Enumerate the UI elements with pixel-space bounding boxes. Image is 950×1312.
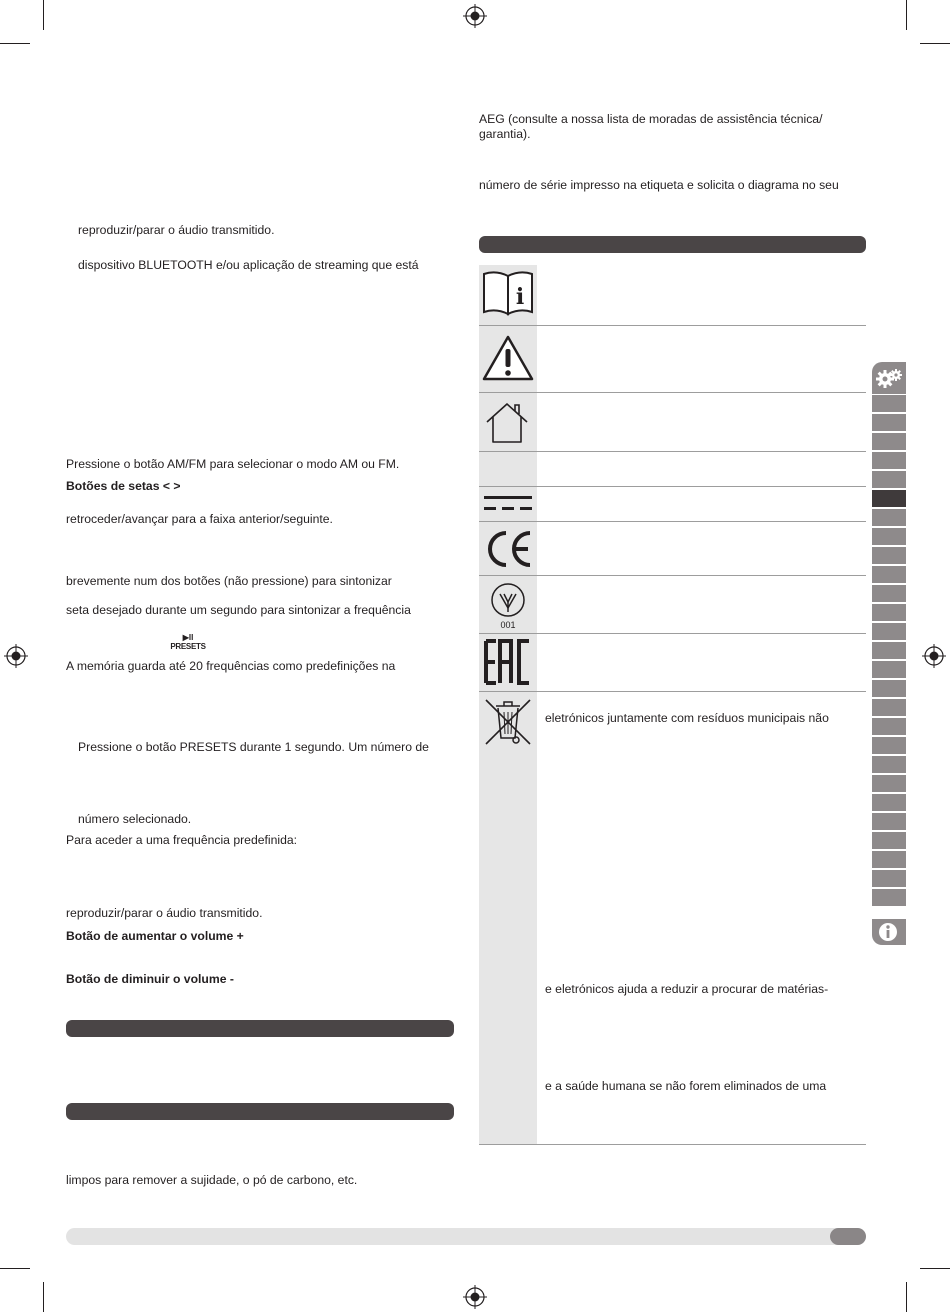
presets-button-icon — [168, 633, 208, 651]
side-tab-20[interactable] — [872, 756, 906, 773]
side-tab-18[interactable] — [872, 718, 906, 735]
side-tab-25[interactable] — [872, 851, 906, 868]
body-text: A memória guarda até 20 frequências como predefinições na — [66, 659, 396, 673]
ce-mark-icon — [484, 528, 534, 570]
side-tab-16[interactable] — [872, 680, 906, 697]
registration-mark-icon — [463, 1285, 487, 1309]
info-icon — [872, 919, 906, 945]
crop-mark — [906, 1282, 907, 1312]
divider — [479, 392, 866, 393]
play-pause-icon: ▶II — [182, 633, 194, 642]
crop-mark — [920, 1268, 950, 1269]
svg-text:i: i — [515, 284, 525, 310]
direct-current-icon — [484, 494, 532, 514]
side-tab-3[interactable] — [872, 433, 906, 450]
presets-label: PRESETS — [170, 642, 206, 651]
side-tab-10[interactable] — [872, 566, 906, 583]
section-heading: Botões de setas < > — [66, 479, 181, 493]
side-tab-22[interactable] — [872, 794, 906, 811]
crop-mark — [43, 1282, 44, 1312]
side-tab-11[interactable] — [872, 585, 906, 602]
crop-mark — [920, 43, 950, 44]
divider — [479, 325, 866, 326]
page-number-pill — [830, 1228, 866, 1245]
gear-icon — [872, 362, 906, 394]
body-text: número selecionado. — [78, 812, 192, 826]
side-tab-8[interactable] — [872, 528, 906, 545]
section-heading: Botão de aumentar o volume + — [66, 929, 244, 943]
side-tab-13[interactable] — [872, 623, 906, 640]
crossed-bin-icon — [482, 696, 534, 748]
footer-bar — [66, 1228, 866, 1245]
divider — [479, 633, 866, 634]
side-tab-17[interactable] — [872, 699, 906, 716]
body-text: AEG (consulte a nossa lista de moradas de assistência técnica/ — [479, 112, 823, 126]
section-heading: Botão de diminuir o volume - — [66, 972, 234, 986]
section-bar — [479, 236, 866, 253]
indoor-use-house-icon — [484, 400, 530, 444]
ua-mark-icon — [488, 580, 528, 620]
body-text: dispositivo BLUETOOTH e/ou aplicação de streaming que está — [78, 258, 419, 272]
side-tab-21[interactable] — [872, 775, 906, 792]
side-tab-2[interactable] — [872, 414, 906, 431]
side-tab-7[interactable] — [872, 509, 906, 526]
body-text: retroceder/avançar para a faixa anterior/seguinte. — [66, 512, 333, 526]
body-text: e eletrónicos ajuda a reduzir a procurar de matérias- — [545, 982, 829, 996]
side-tab-14[interactable] — [872, 642, 906, 659]
divider — [479, 1144, 866, 1145]
body-text: número de série impresso na etiqueta e solicita o diagrama no seu — [479, 178, 839, 192]
body-text: Para aceder a uma frequência predefinida: — [66, 833, 298, 847]
side-tab-24[interactable] — [872, 832, 906, 849]
side-tab-26[interactable] — [872, 870, 906, 887]
ukrainian-conformity-icon — [488, 580, 528, 632]
section-bar — [66, 1103, 454, 1120]
divider — [479, 451, 866, 452]
eac-mark-icon — [483, 638, 533, 686]
crop-mark — [0, 1268, 30, 1269]
registration-mark-icon — [922, 644, 946, 668]
body-text: brevemente num dos botões (não pressione) para sintonizar — [66, 574, 392, 588]
side-tab-15[interactable] — [872, 661, 906, 678]
side-tab-6[interactable] — [872, 490, 906, 507]
registration-mark-icon — [4, 644, 28, 668]
crop-mark — [906, 0, 907, 30]
info-book-icon — [481, 268, 535, 318]
body-text: e a saúde humana se não forem eliminados de uma — [545, 1079, 827, 1093]
body-text: reproduzir/parar o áudio transmitido. — [66, 906, 263, 920]
body-text: Pressione o botão AM/FM para selecionar o modo AM ou FM. — [66, 457, 400, 471]
ua-code: 001 — [500, 620, 516, 630]
side-tab-4[interactable] — [872, 452, 906, 469]
side-tab-top[interactable] — [872, 362, 906, 394]
side-tab-27[interactable] — [872, 889, 906, 906]
side-tab-bottom[interactable] — [872, 919, 906, 945]
side-tab-19[interactable] — [872, 737, 906, 754]
divider — [479, 575, 866, 576]
divider — [479, 691, 866, 692]
divider — [479, 521, 866, 522]
body-text: garantia). — [479, 127, 531, 141]
side-tab-12[interactable] — [872, 604, 906, 621]
body-text: limpos para remover a sujidade, o pó de carbono, etc. — [66, 1173, 358, 1187]
warning-triangle-icon — [482, 334, 534, 382]
body-text: reproduzir/parar o áudio transmitido. — [78, 223, 275, 237]
divider — [479, 486, 866, 487]
body-text: seta desejado durante um segundo para sintonizar a frequência — [66, 603, 411, 617]
side-tab-23[interactable] — [872, 813, 906, 830]
section-bar — [66, 1020, 454, 1037]
side-tab-5[interactable] — [872, 471, 906, 488]
crop-mark — [43, 0, 44, 30]
registration-mark-icon — [463, 4, 487, 28]
side-tab-9[interactable] — [872, 547, 906, 564]
crop-mark — [0, 43, 30, 44]
body-text: eletrónicos juntamente com resíduos municipais não — [545, 711, 829, 725]
body-text: Pressione o botão PRESETS durante 1 segundo. Um número de — [78, 740, 429, 754]
side-tab-1[interactable] — [872, 395, 906, 412]
